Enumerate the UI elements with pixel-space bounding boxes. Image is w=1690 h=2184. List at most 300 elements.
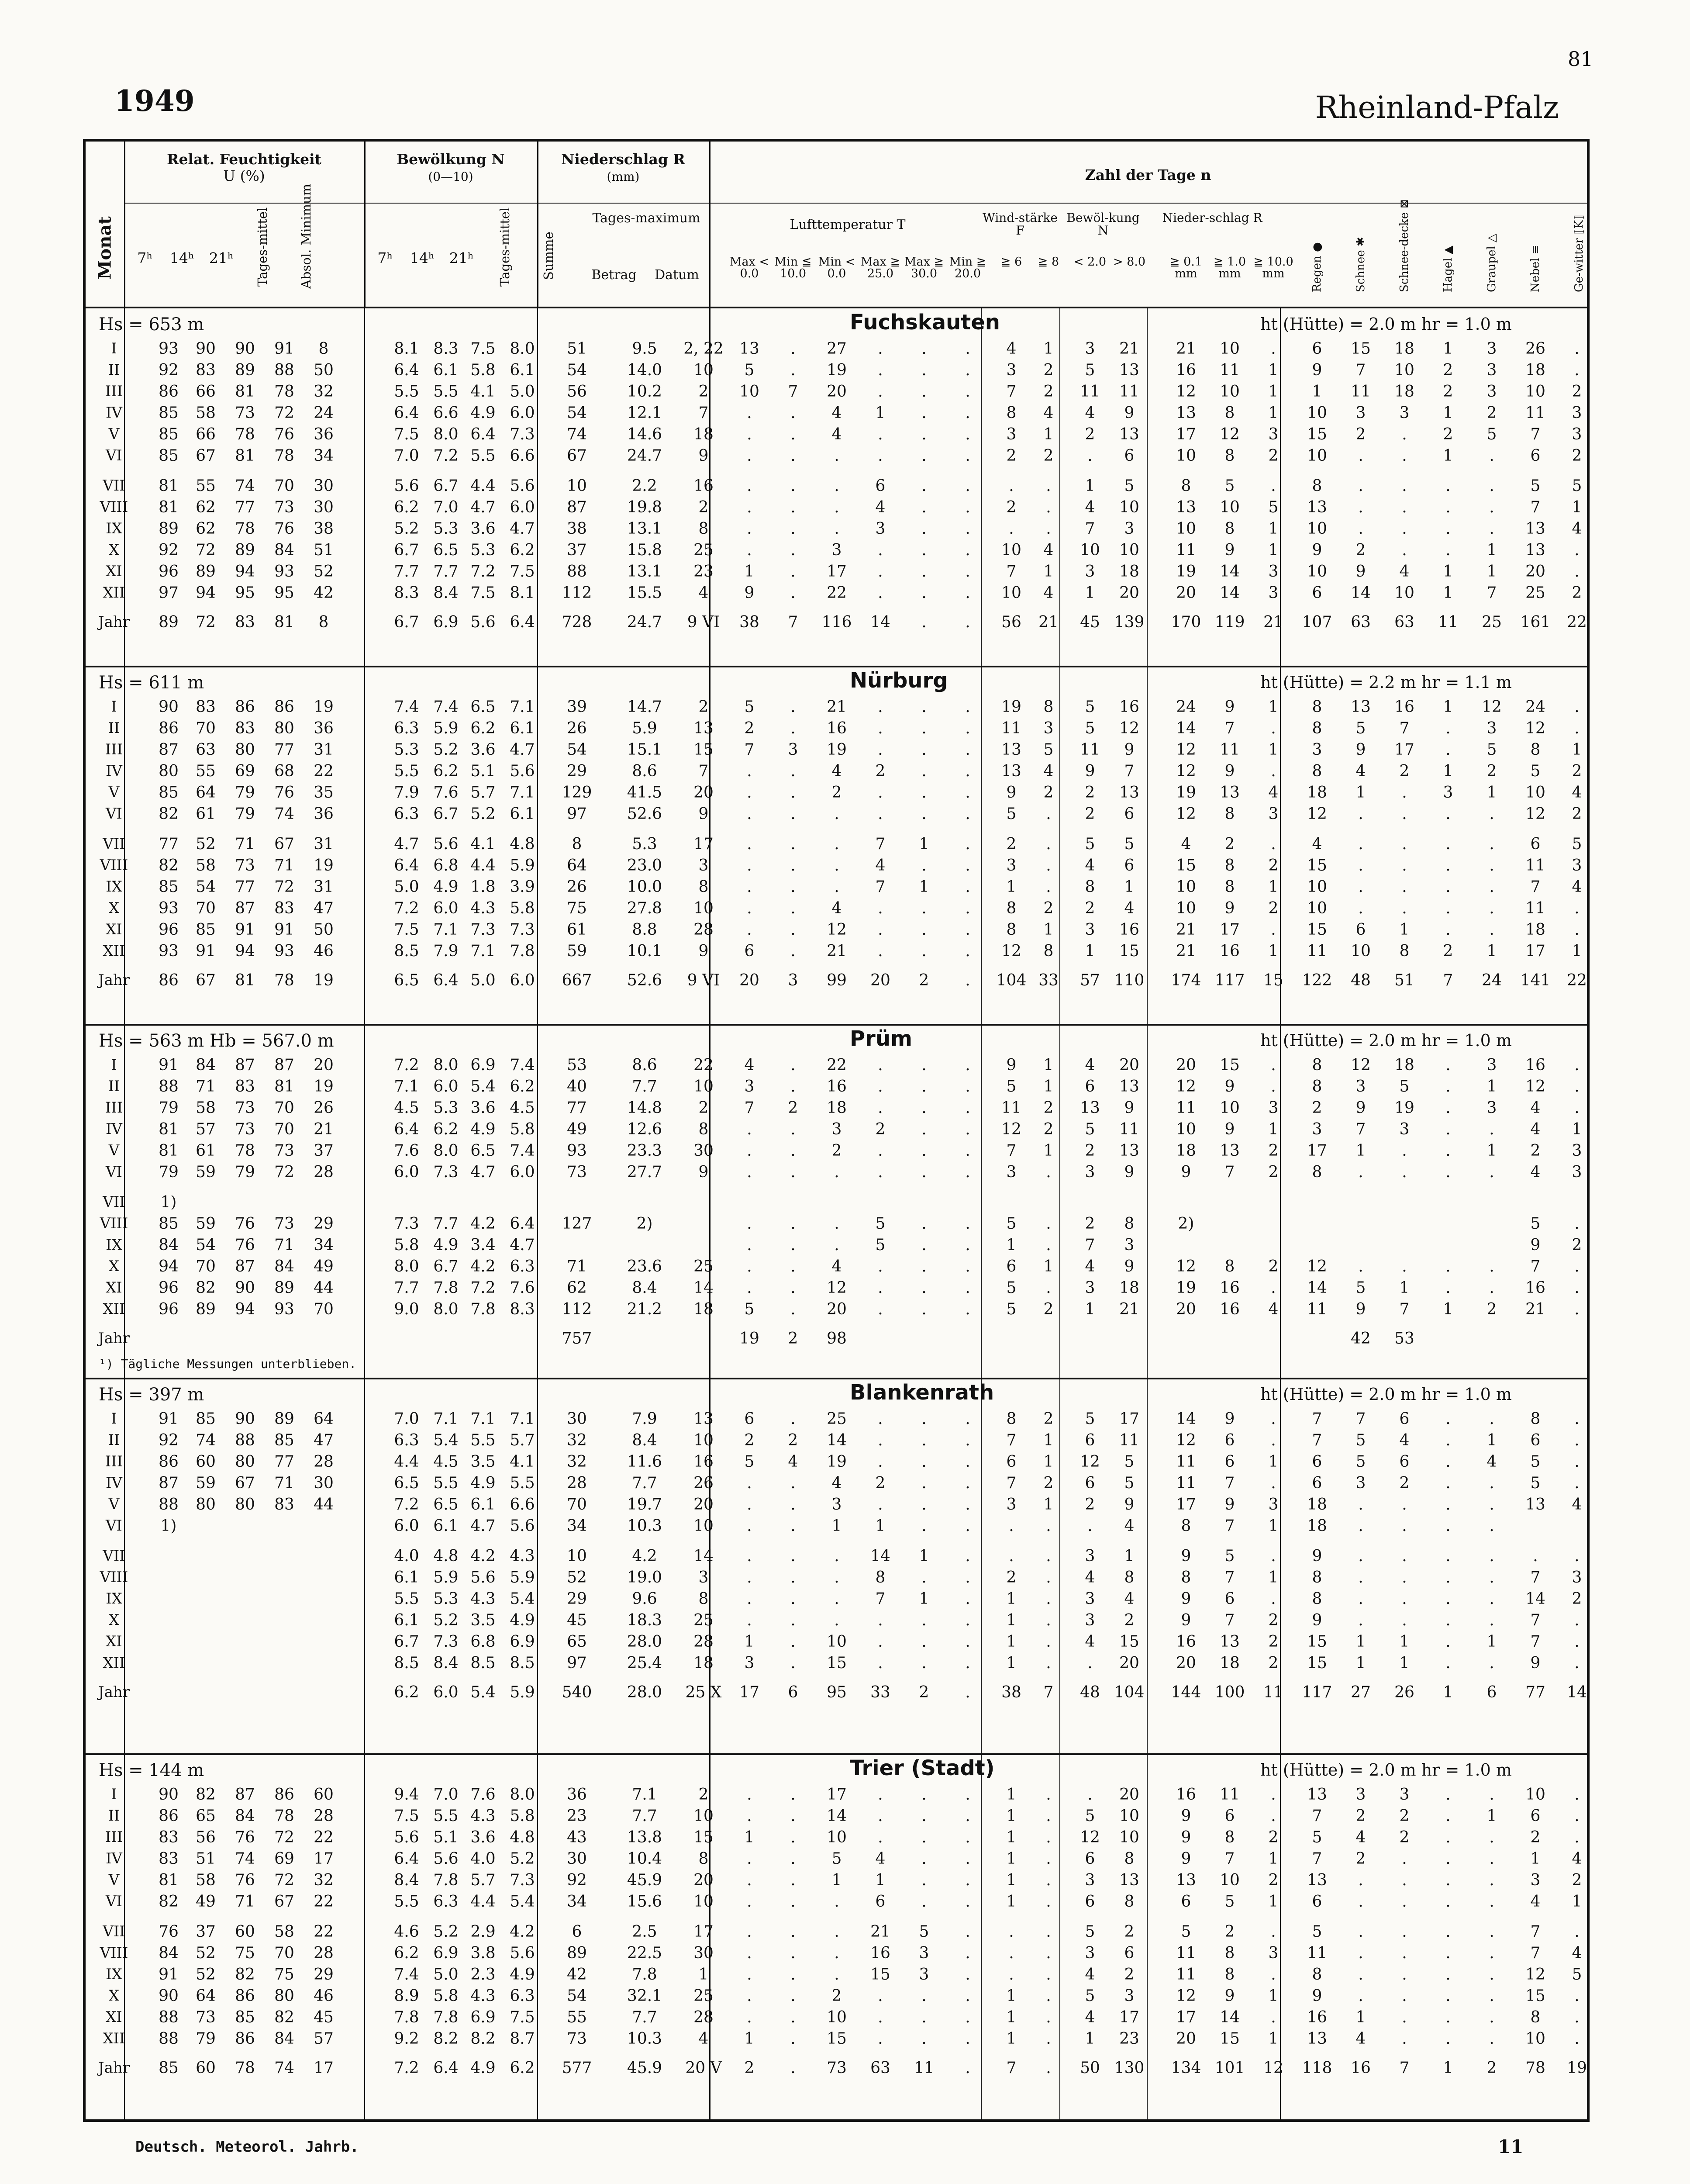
table-cell: 17 bbox=[1176, 425, 1196, 443]
table-cell: 5.6 bbox=[510, 762, 535, 780]
table-cell: 28.0 bbox=[627, 1633, 662, 1651]
table-cell: . bbox=[1489, 878, 1494, 896]
station-footnote: ¹) Tägliche Messungen unterblieben. bbox=[99, 1357, 357, 1371]
table-cell: 5 bbox=[1085, 698, 1095, 716]
table-cell: . bbox=[1358, 520, 1363, 538]
table-cell: 7.8 bbox=[510, 942, 535, 960]
table-cell: 9 bbox=[1355, 563, 1366, 581]
table-cell: . bbox=[921, 498, 927, 516]
table-cell: 7.4 bbox=[510, 1056, 535, 1074]
table-cell: 81 bbox=[159, 498, 179, 516]
month-label: VI bbox=[106, 1163, 122, 1181]
table-cell: 91 bbox=[274, 921, 294, 939]
table-cell: 88 bbox=[159, 1078, 179, 1095]
table-cell: 4 bbox=[1085, 1633, 1095, 1651]
table-cell: 77 bbox=[274, 741, 294, 759]
table-cell: 3.6 bbox=[470, 520, 496, 538]
station-elevation: Hs = 144 m bbox=[99, 1760, 204, 1780]
table-cell: 76 bbox=[159, 1923, 179, 1941]
table-cell: 4.8 bbox=[510, 1828, 535, 1846]
table-cell: 96 bbox=[159, 563, 179, 581]
table-cell: . bbox=[1445, 541, 1451, 559]
table-cell: 6 bbox=[1006, 1258, 1017, 1275]
table-cell: 21 bbox=[1176, 340, 1196, 358]
table-cell: 7.3 bbox=[433, 1633, 459, 1651]
table-cell: 3 bbox=[744, 1654, 755, 1672]
month-label: III bbox=[105, 383, 123, 400]
table-cell: 1 bbox=[1487, 563, 1497, 581]
table-cell: 4 bbox=[1006, 340, 1017, 358]
table-cell: 8.4 bbox=[394, 1871, 419, 1889]
table-cell: 1 bbox=[1268, 698, 1279, 716]
table-cell: . bbox=[790, 1163, 796, 1181]
table-cell: 77 bbox=[274, 1453, 294, 1471]
table-cell: 5.8 bbox=[470, 361, 496, 379]
table-cell: 5 bbox=[1085, 1923, 1095, 1941]
table-cell: 112 bbox=[562, 584, 592, 602]
table-cell: 89 bbox=[235, 541, 255, 559]
table-cell: 9 bbox=[1006, 784, 1017, 802]
table-cell: . bbox=[834, 1547, 839, 1565]
table-cell: . bbox=[878, 921, 883, 939]
table-cell: 48 bbox=[1080, 1683, 1100, 1701]
table-cell: 13 bbox=[1220, 1142, 1240, 1160]
table-cell: 10 bbox=[693, 1893, 714, 1911]
table-cell: . bbox=[790, 1923, 796, 1941]
table-cell: 7.0 bbox=[394, 447, 419, 465]
table-cell: 49 bbox=[314, 1258, 334, 1275]
cloud-header: Bewölkung N bbox=[397, 151, 505, 168]
table-cell: 80 bbox=[235, 741, 255, 759]
table-cell: . bbox=[965, 899, 970, 917]
table-cell: 5.9 bbox=[433, 719, 459, 737]
table-cell: 5 bbox=[744, 1453, 755, 1471]
table-cell: 7.9 bbox=[433, 942, 459, 960]
table-cell: 8 bbox=[1006, 404, 1017, 422]
table-cell: 57 bbox=[196, 1120, 216, 1138]
table-cell: 7 bbox=[1530, 1611, 1541, 1629]
table-cell: 4.3 bbox=[470, 1987, 496, 2005]
table-cell: 10 bbox=[1394, 361, 1414, 379]
table-cell: . bbox=[790, 1807, 796, 1825]
table-cell: . bbox=[834, 1569, 839, 1586]
table-cell: 26 bbox=[1525, 340, 1545, 358]
table-cell: 8.4 bbox=[632, 1279, 657, 1297]
table-cell: 2 bbox=[1487, 2059, 1497, 2077]
table-cell: 1 bbox=[1268, 1453, 1279, 1471]
table-cell: 161 bbox=[1520, 613, 1551, 631]
table-cell: 8 bbox=[1043, 942, 1054, 960]
month-label: X bbox=[108, 541, 120, 559]
table-cell: . bbox=[1358, 1871, 1363, 1889]
station-section bbox=[86, 1753, 1587, 2125]
table-cell: 6.1 bbox=[470, 1496, 496, 1514]
table-cell: 96 bbox=[159, 921, 179, 939]
table-cell: 7.1 bbox=[510, 784, 535, 802]
table-cell: 6.0 bbox=[510, 1163, 535, 1181]
table-cell: 19 bbox=[1567, 2059, 1587, 2077]
table-cell: 27 bbox=[827, 340, 847, 358]
table-cell: . bbox=[1445, 719, 1451, 737]
table-cell: 70 bbox=[274, 1944, 294, 1962]
table-cell: 3 bbox=[1124, 520, 1135, 538]
table-cell: 81 bbox=[274, 613, 294, 631]
table-cell: 90 bbox=[159, 698, 179, 716]
table-cell: 11 bbox=[1119, 1431, 1139, 1449]
table-cell: 84 bbox=[274, 1258, 294, 1275]
table-cell: 77 bbox=[235, 498, 255, 516]
table-cell: 1 bbox=[1487, 1431, 1497, 1449]
precip-tagesmax: Tages-maximum bbox=[592, 211, 700, 226]
table-cell: . bbox=[790, 1786, 796, 1804]
table-cell: 6 bbox=[875, 1893, 886, 1911]
table-cell: 3 bbox=[1085, 921, 1095, 939]
table-cell: 5.0 bbox=[433, 1966, 459, 1984]
table-cell: 13.1 bbox=[627, 520, 662, 538]
table-cell: 101 bbox=[1214, 2059, 1245, 2077]
table-cell: 6.4 bbox=[510, 1215, 535, 1233]
table-cell: 4.3 bbox=[470, 1590, 496, 1608]
table-cell: 2.2 bbox=[632, 477, 657, 495]
table-cell: . bbox=[1445, 1569, 1451, 1586]
table-cell: 6.1 bbox=[510, 361, 535, 379]
table-cell: 7 bbox=[875, 835, 886, 853]
table-cell: 11 bbox=[1176, 1099, 1196, 1117]
table-cell: 6.3 bbox=[510, 1258, 535, 1275]
table-cell: . bbox=[965, 584, 970, 602]
table-cell: 15 bbox=[1525, 1987, 1545, 2005]
table-cell: 52.6 bbox=[627, 805, 662, 823]
table-cell: . bbox=[790, 498, 796, 516]
station-elevation: Hs = 397 m bbox=[99, 1385, 204, 1405]
table-cell: 7.5 bbox=[394, 921, 419, 939]
table-cell: 14 bbox=[1307, 1279, 1327, 1297]
table-cell: 10 bbox=[1176, 1120, 1196, 1138]
table-cell: . bbox=[834, 1611, 839, 1629]
table-cell: . bbox=[834, 447, 839, 465]
table-cell: 9 bbox=[1312, 541, 1322, 559]
table-cell: 6.9 bbox=[470, 1056, 496, 1074]
month-label: XI bbox=[106, 1279, 122, 1296]
table-cell: . bbox=[965, 447, 970, 465]
table-cell: 20 bbox=[1119, 1654, 1139, 1672]
month-label: X bbox=[108, 1611, 120, 1629]
table-cell: 33 bbox=[870, 1683, 890, 1701]
table-cell: 50 bbox=[314, 921, 334, 939]
table-cell: 9 VI bbox=[687, 613, 720, 631]
table-cell: . bbox=[790, 1056, 796, 1074]
table-cell: 79 bbox=[159, 1099, 179, 1117]
table-cell: 23 bbox=[1119, 2030, 1139, 2048]
table-cell: 69 bbox=[235, 762, 255, 780]
table-cell: . bbox=[1046, 1923, 1051, 1941]
table-cell: . bbox=[1358, 1923, 1363, 1941]
table-cell: 8 bbox=[1312, 1569, 1322, 1586]
table-cell: . bbox=[747, 1893, 752, 1911]
table-cell: 5.4 bbox=[510, 1590, 535, 1608]
table-cell: . bbox=[1358, 447, 1363, 465]
table-cell: 8.7 bbox=[510, 2030, 535, 2048]
table-cell: . bbox=[747, 1611, 752, 1629]
table-cell: 71 bbox=[274, 857, 294, 874]
table-cell: . bbox=[1009, 1547, 1014, 1565]
month-label: III bbox=[105, 1453, 123, 1470]
prec-col-1: ≧ 1.0 mm bbox=[1213, 255, 1246, 280]
table-cell: 25 bbox=[693, 1987, 714, 2005]
table-cell: . bbox=[965, 498, 970, 516]
month-label: XII bbox=[103, 1300, 125, 1318]
cloud-col-1: > 8.0 bbox=[1113, 255, 1146, 269]
table-cell: 25 bbox=[1482, 613, 1502, 631]
table-cell: . bbox=[878, 1633, 883, 1651]
table-cell: . bbox=[1271, 1078, 1276, 1095]
table-cell: . bbox=[1489, 1569, 1494, 1586]
table-cell: 9 bbox=[698, 805, 709, 823]
table-cell: 84 bbox=[159, 1944, 179, 1962]
table-cell: 8 bbox=[1224, 1944, 1235, 1962]
table-cell: 1 bbox=[1443, 584, 1453, 602]
table-cell: 87 bbox=[235, 1258, 255, 1275]
table-cell: 1 bbox=[1268, 1893, 1279, 1911]
table-cell: 81 bbox=[159, 477, 179, 495]
table-cell: 30 bbox=[567, 1410, 587, 1428]
table-cell: 13 bbox=[1119, 361, 1139, 379]
table-cell: 5 bbox=[1224, 1893, 1235, 1911]
table-cell: 78 bbox=[274, 1807, 294, 1825]
table-cell: 4 bbox=[788, 1453, 798, 1471]
table-cell: 67 bbox=[235, 1474, 255, 1492]
table-cell: 3 bbox=[1043, 719, 1054, 737]
station-name: Fuchskauten bbox=[850, 310, 1000, 335]
table-cell: 141 bbox=[1520, 971, 1551, 989]
table-cell: . bbox=[878, 563, 883, 581]
precip-betrag: Betrag bbox=[591, 267, 637, 283]
table-cell: . bbox=[878, 447, 883, 465]
table-cell: . bbox=[1046, 1215, 1051, 1233]
climate-table bbox=[83, 139, 1590, 2122]
table-cell: 5.1 bbox=[470, 762, 496, 780]
table-cell: 22 bbox=[1567, 971, 1587, 989]
table-cell: 54 bbox=[196, 878, 216, 896]
humidity-unit: U (%) bbox=[223, 167, 265, 184]
table-cell: . bbox=[965, 1056, 970, 1074]
table-cell: 9 bbox=[1181, 1807, 1191, 1825]
table-cell: 20 bbox=[1176, 1654, 1196, 1672]
table-cell: 71 bbox=[235, 1893, 255, 1911]
station-instrument-heights: ht (Hütte) = 2.0 m hr = 1.0 m bbox=[1260, 1760, 1512, 1780]
month-label: I bbox=[111, 698, 117, 715]
table-cell: . bbox=[1358, 1966, 1363, 1984]
table-cell: 87 bbox=[159, 741, 179, 759]
table-cell: 7 bbox=[1443, 971, 1453, 989]
table-cell: . bbox=[1402, 1590, 1407, 1608]
table-cell: 72 bbox=[274, 1828, 294, 1846]
table-cell: 540 bbox=[562, 1683, 592, 1701]
table-cell: 6.1 bbox=[394, 1569, 419, 1586]
table-cell: 2 bbox=[1043, 1120, 1054, 1138]
table-cell: . bbox=[1574, 1410, 1580, 1428]
table-cell: 8.3 bbox=[394, 584, 419, 602]
table-cell: 7 bbox=[1530, 425, 1541, 443]
table-cell: . bbox=[747, 1279, 752, 1297]
table-cell: 30 bbox=[314, 498, 334, 516]
table-cell: 8.0 bbox=[510, 340, 535, 358]
table-cell: . bbox=[1046, 1547, 1051, 1565]
table-cell: . bbox=[1574, 1633, 1580, 1651]
table-cell: 2 bbox=[1006, 835, 1017, 853]
table-cell: 3 bbox=[919, 1944, 929, 1962]
table-cell: . bbox=[1358, 899, 1363, 917]
table-cell: 86 bbox=[159, 719, 179, 737]
table-cell: 5.6 bbox=[470, 613, 496, 631]
table-cell: 5.8 bbox=[394, 1236, 419, 1254]
table-cell: . bbox=[790, 520, 796, 538]
table-cell: . bbox=[1271, 1807, 1276, 1825]
table-cell: . bbox=[1445, 498, 1451, 516]
table-cell: 13 bbox=[1307, 2030, 1327, 2048]
table-cell: 7.7 bbox=[394, 1279, 419, 1297]
table-cell: 8.0 bbox=[433, 1300, 459, 1318]
table-cell: 5 bbox=[1355, 1431, 1366, 1449]
table-cell: 28 bbox=[314, 1807, 334, 1825]
table-cell: 12 bbox=[1482, 698, 1502, 716]
table-cell: 74 bbox=[196, 1431, 216, 1449]
table-cell: 96 bbox=[159, 1300, 179, 1318]
table-cell: 22 bbox=[827, 1056, 847, 1074]
table-cell: 1 bbox=[1085, 584, 1095, 602]
table-cell: 18 bbox=[693, 425, 714, 443]
table-cell: 19 bbox=[1001, 698, 1021, 716]
table-cell: 4 bbox=[1355, 2030, 1366, 2048]
table-cell: 21 bbox=[1119, 1300, 1139, 1318]
table-cell: 20 V bbox=[685, 2059, 722, 2077]
table-cell: . bbox=[921, 361, 927, 379]
table-cell: 2 bbox=[1572, 762, 1582, 780]
table-cell: 2 bbox=[1572, 1590, 1582, 1608]
table-cell: 9 bbox=[1224, 1078, 1235, 1095]
table-cell: . bbox=[921, 1142, 927, 1160]
table-cell: . bbox=[921, 613, 927, 631]
table-cell: 10 bbox=[1307, 563, 1327, 581]
table-cell: 5 bbox=[831, 1850, 842, 1868]
table-cell: 104 bbox=[1114, 1683, 1145, 1701]
table-cell: 5 bbox=[1312, 1923, 1322, 1941]
table-cell: 8 bbox=[1181, 1517, 1191, 1535]
table-cell: 30 bbox=[567, 1850, 587, 1868]
table-cell: 2 bbox=[1085, 805, 1095, 823]
table-cell: 4 bbox=[831, 1258, 842, 1275]
table-cell: . bbox=[1445, 1453, 1451, 1471]
table-cell: 93 bbox=[159, 899, 179, 917]
table-cell: . bbox=[1445, 857, 1451, 874]
table-cell: 7.6 bbox=[433, 784, 459, 802]
month-label: II bbox=[108, 361, 120, 379]
table-cell: . bbox=[834, 835, 839, 853]
table-cell: 3.8 bbox=[470, 1944, 496, 1962]
table-cell: 7 bbox=[1006, 383, 1017, 401]
table-cell: . bbox=[1402, 1893, 1407, 1911]
table-cell: 9 bbox=[1181, 1828, 1191, 1846]
table-cell: 10 bbox=[567, 477, 587, 495]
table-cell: 15 bbox=[1307, 1654, 1327, 1672]
table-cell: 4 bbox=[1572, 1944, 1582, 1962]
table-cell: 11 bbox=[1119, 383, 1139, 401]
table-cell: 87 bbox=[274, 1056, 294, 1074]
wind-col-0: ≧ 6 bbox=[1000, 255, 1022, 269]
table-cell: 93 bbox=[159, 340, 179, 358]
table-cell: 7.7 bbox=[433, 563, 459, 581]
table-cell: 6.5 bbox=[394, 1474, 419, 1492]
table-cell: 19 bbox=[1394, 1099, 1414, 1117]
table-cell: 78 bbox=[235, 520, 255, 538]
table-cell: 21 bbox=[1263, 613, 1283, 631]
table-cell: . bbox=[834, 1236, 839, 1254]
table-cell: 4 bbox=[831, 762, 842, 780]
table-cell: . bbox=[790, 1279, 796, 1297]
table-cell: . bbox=[921, 1453, 927, 1471]
table-cell: 3 bbox=[1487, 1099, 1497, 1117]
table-cell: . bbox=[1489, 1893, 1494, 1911]
table-cell: 3.6 bbox=[470, 1099, 496, 1117]
table-cell: 24 bbox=[1176, 698, 1196, 716]
table-cell: 5.5 bbox=[394, 762, 419, 780]
table-cell: 10 bbox=[1176, 899, 1196, 917]
table-cell: 70 bbox=[314, 1300, 334, 1318]
table-cell: 89 bbox=[235, 361, 255, 379]
phen-col-3: Hagel ▲ bbox=[1442, 245, 1455, 292]
table-cell: . bbox=[834, 1163, 839, 1181]
table-cell: 76 bbox=[235, 1215, 255, 1233]
phen-col-6: Ge-witter ⟦K⟧ bbox=[1573, 214, 1586, 292]
table-cell: 6.7 bbox=[394, 541, 419, 559]
table-cell: 4.2 bbox=[510, 1923, 535, 1941]
table-cell: 81 bbox=[235, 971, 255, 989]
table-cell: 1 bbox=[1043, 1431, 1054, 1449]
table-cell: 46 bbox=[314, 1987, 334, 2005]
table-cell: 4 bbox=[831, 425, 842, 443]
table-cell: 32.1 bbox=[627, 1987, 662, 2005]
table-cell: . bbox=[1046, 805, 1051, 823]
table-cell: 48 bbox=[1351, 971, 1371, 989]
table-cell: 3.5 bbox=[470, 1611, 496, 1629]
table-cell: . bbox=[1445, 899, 1451, 917]
footer-right: 11 bbox=[1498, 2136, 1524, 2157]
table-cell: 1 bbox=[1006, 1893, 1017, 1911]
table-cell: 20 bbox=[1176, 1300, 1196, 1318]
table-cell: 5.6 bbox=[433, 835, 459, 853]
table-cell: 28 bbox=[314, 1163, 334, 1181]
table-cell: 10 bbox=[693, 1431, 714, 1449]
table-cell: 1 bbox=[1124, 878, 1135, 896]
table-cell: . bbox=[878, 1078, 883, 1095]
table-cell: 34 bbox=[567, 1893, 587, 1911]
precip-unit: (mm) bbox=[607, 169, 640, 184]
table-cell: 5 bbox=[1085, 361, 1095, 379]
table-cell: 1 bbox=[1268, 878, 1279, 896]
table-cell: . bbox=[878, 1410, 883, 1428]
table-cell: . bbox=[965, 425, 970, 443]
table-cell: 2 bbox=[831, 1142, 842, 1160]
table-cell: 1 bbox=[1006, 1786, 1017, 1804]
table-cell: 8 bbox=[1224, 805, 1235, 823]
table-cell: 83 bbox=[159, 1828, 179, 1846]
table-cell: 30 bbox=[314, 477, 334, 495]
table-cell: . bbox=[747, 1569, 752, 1586]
table-cell: 1 bbox=[1268, 520, 1279, 538]
table-cell: 85 bbox=[159, 784, 179, 802]
table-cell: . bbox=[1046, 1279, 1051, 1297]
table-cell: 86 bbox=[235, 1987, 255, 2005]
